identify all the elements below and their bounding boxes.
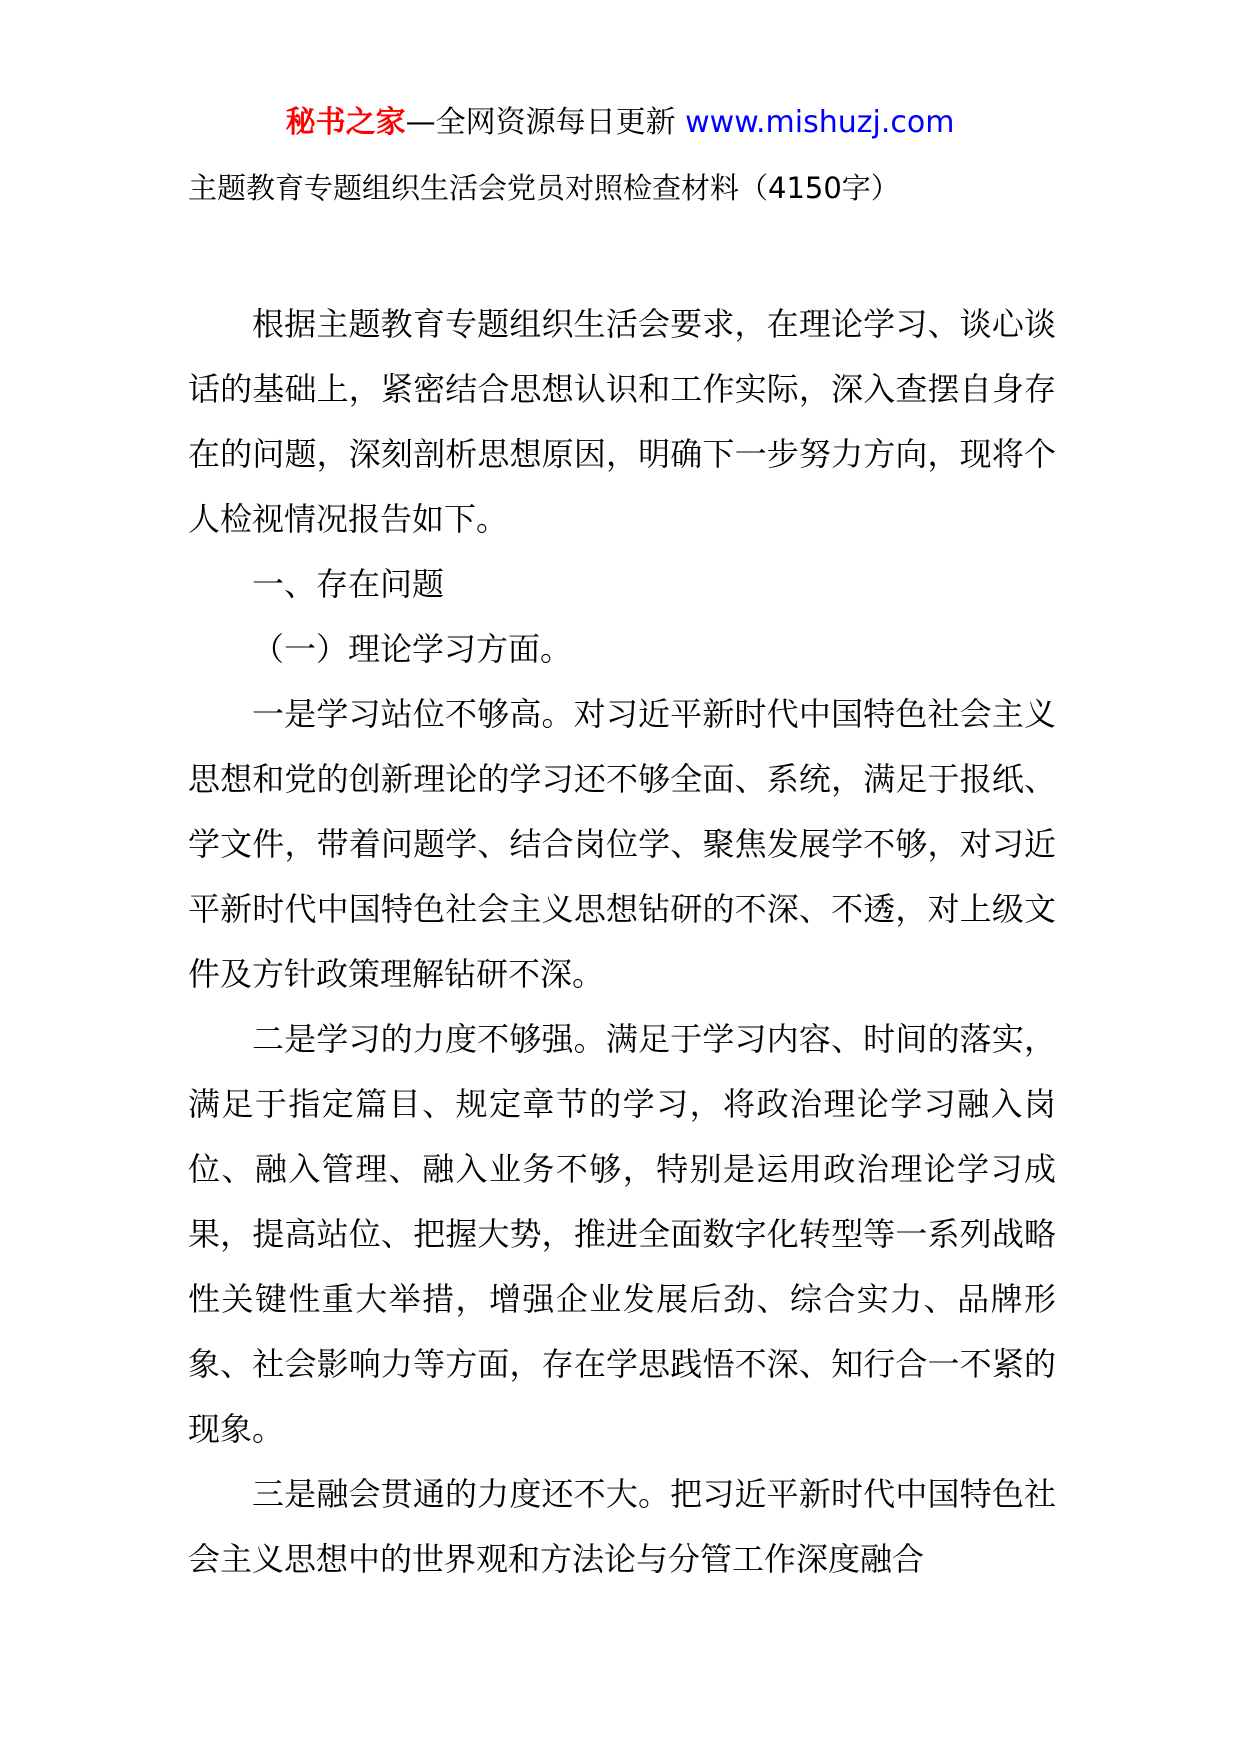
header-tagline: —全网资源每日更新 [405,105,686,140]
section-heading-problems: 一、存在问题 [252,565,445,603]
paragraph-point-2: 二是学习的力度不够强。满足于学习内容、时间的落实，满足于指定篇目、规定章节的学习，将政治理论学习融入岗位、融入管理、融入业务不够，特别是运用政治理论学习成果，提高站位、把握大势，推进全面数字化转型等一系列战略性关键性重大举措，增强企业发展后劲、综合实力、品牌形象、社会影响力等方面，存在学思践悟不深、知行合一不紧的现象。 [188,1020,1056,1448]
paragraph-intro: 根据主题教育专题组织生活会要求，在理论学习、谈心谈话的基础上，紧密结合思想认识和工作实际，深入查摆自身存在的问题，深刻剖析思想原因，明确下一步努力方向，现将个人检视情况报告如下。 [188,305,1056,538]
document-title: 主题教育专题组织生活会党员对照检查材料（4150字） [188,171,900,205]
document-body [188,292,1056,1592]
paragraph-point-3: 三是融会贯通的力度还不大。把习近平新时代中国特色社会主义思想中的世界观和方法论与分管工作深度融合 [188,1475,1056,1578]
brand-name: 秘书之家 [285,105,406,140]
paragraph-point-1: 一是学习站位不够高。对习近平新时代中国特色社会主义思想和党的创新理论的学习还不够全面、系统，满足于报纸、学文件，带着问题学、结合岗位学、聚焦发展学不够，对习近平新时代中国特色社会主义思想钻研的不深、不透，对上级文件及方针政策理解钻研不深。 [188,695,1056,993]
site-header [0,102,1240,144]
site-url-link[interactable]: www.mishuzj.com [685,105,955,140]
subsection-heading-theory: （一）理论学习方面。 [252,630,573,668]
